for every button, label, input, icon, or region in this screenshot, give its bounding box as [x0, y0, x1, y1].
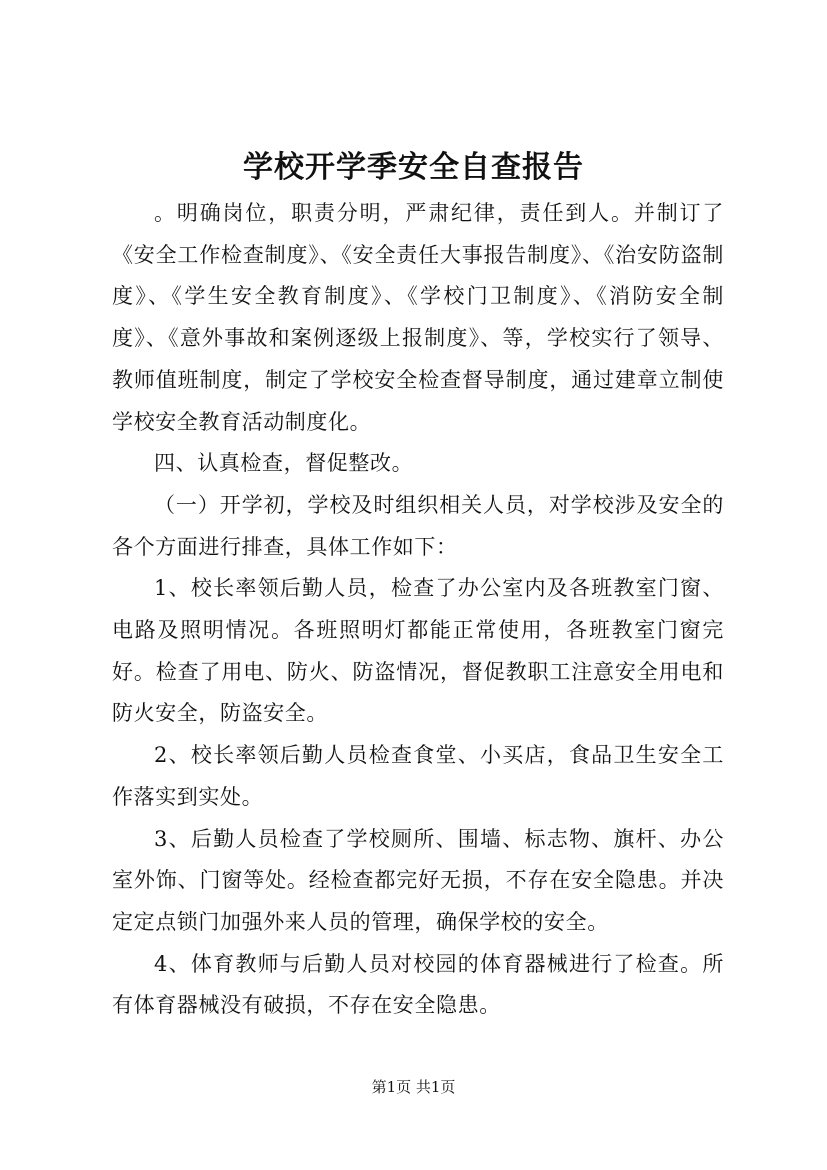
paragraph-item-3: 3、后勤人员检查了学校厕所、围墙、标志物、旗杆、办公室外饰、门窗等处。经检查都完好无损，不存在安全隐患。并决定定点锁门加强外来人员的管理，确保学校的安全。 — [112, 826, 724, 934]
paragraph-item-1: 1、校长率领后勤人员，检查了办公室内及各班教室门窗、电路及照明情况。各班照明灯都能正常使用，各班教室门窗完好。检查了用电、防火、防盗情况，督促教职工注意安全用电和防火安全，防盗安全。 — [112, 576, 724, 726]
paragraph-item-4: 4、体育教师与后勤人员对校园的体育器械进行了检查。所有体育器械没有破损，不存在安全隐患。 — [112, 951, 724, 1018]
document-title: 学校开学季安全自查报告 — [243, 150, 584, 185]
paragraph-responsibilities: 。明确岗位，职责分明，严肃纪律，责任到人。并制订了《安全工作检查制度》、《安全责任大事报告制度》、《治安防盗制度》、《学生安全教育制度》、《学校门卫制度》、《消防安全制度》、《意外事故和案例逐级上报制度》、等，学校实行了领导、教师值班制度，制定了学校安全检查督导制度，通过建章立制使学校安全教育活动制度化。 — [112, 201, 724, 434]
page-number-footer: 第1页 共1页 — [371, 1078, 456, 1096]
paragraph-item-2: 2、校长率领后勤人员检查食堂、小买店，食品卫生安全工作落实到实处。 — [112, 743, 724, 809]
document-body — [112, 193, 724, 1027]
paragraph-section-four-heading: 四、认真检查，督促整改。 — [154, 451, 414, 476]
paragraph-inspection-intro: （一）开学初，学校及时组织相关人员，对学校涉及安全的各个方面进行排查，具体工作如下： — [112, 492, 724, 559]
